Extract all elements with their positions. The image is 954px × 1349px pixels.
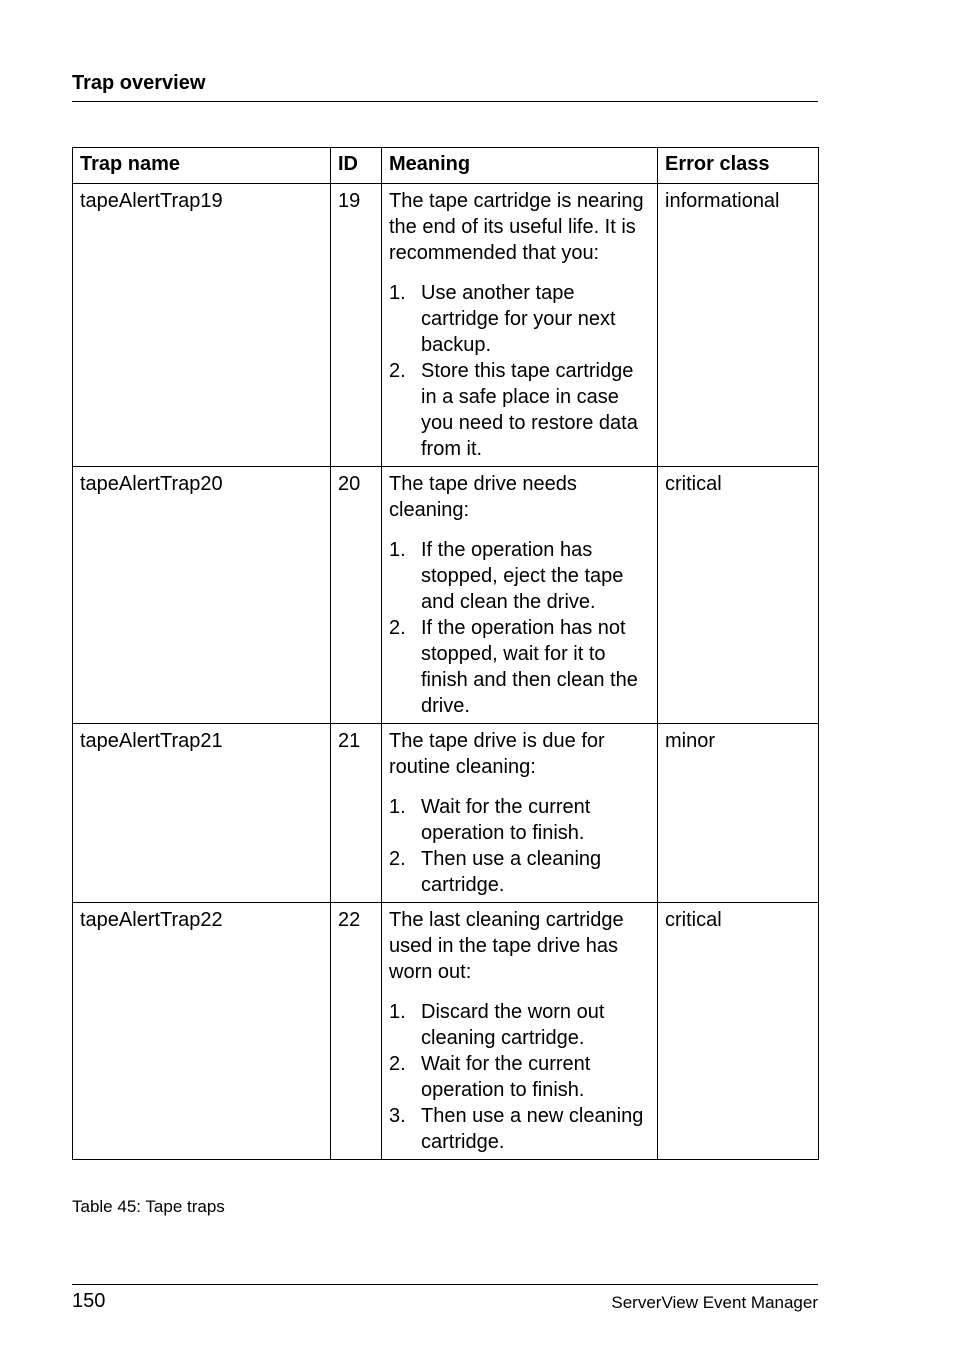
list-item xyxy=(389,1103,651,1155)
trap-id-cell: 22 xyxy=(331,903,382,1160)
meaning-cell xyxy=(382,184,658,467)
error-class-cell: critical xyxy=(658,903,819,1160)
error-class-cell: minor xyxy=(658,724,819,903)
trap-name-cell: tapeAlertTrap21 xyxy=(73,724,331,903)
meaning-intro: The tape drive needs cleaning: xyxy=(389,473,577,521)
section-title: Trap overview xyxy=(72,72,206,94)
table-row xyxy=(73,467,819,724)
steps-list xyxy=(389,794,651,898)
steps-list xyxy=(389,280,651,462)
step-number: 1. xyxy=(389,1001,406,1023)
table-caption: Table 45: Tape traps xyxy=(72,1197,225,1216)
meaning-cell xyxy=(382,467,658,724)
column-header-trap-name: Trap name xyxy=(73,148,331,184)
document-title: ServerView Event Manager xyxy=(611,1293,818,1312)
step-text: Discard the worn out cleaning cartridge. xyxy=(421,1001,605,1049)
trap-name-cell: tapeAlertTrap20 xyxy=(73,467,331,724)
meaning-intro: The tape cartridge is nearing the end of its useful life. It is recommended that you: xyxy=(389,190,644,264)
step-text: Store this tape cartridge in a safe place in case you need to restore data from it. xyxy=(421,360,638,460)
step-text: If the operation has stopped, eject the tape and clean the drive. xyxy=(421,539,624,613)
list-item xyxy=(389,846,651,898)
list-item xyxy=(389,537,651,615)
list-item xyxy=(389,615,651,719)
step-text: If the operation has not stopped, wait for it to finish and then clean the drive. xyxy=(421,617,638,717)
error-class-cell: critical xyxy=(658,467,819,724)
step-number: 1. xyxy=(389,539,406,561)
steps-list xyxy=(389,537,651,719)
step-text: Use another tape cartridge for your next backup. xyxy=(421,282,616,356)
step-number: 2. xyxy=(389,360,406,382)
footer-divider xyxy=(72,1284,818,1285)
meaning-intro: The tape drive is due for routine cleaning: xyxy=(389,730,605,778)
step-text: Then use a cleaning cartridge. xyxy=(421,848,602,896)
trap-id-cell: 20 xyxy=(331,467,382,724)
step-text: Then use a new cleaning cartridge. xyxy=(421,1105,644,1153)
step-number: 1. xyxy=(389,796,406,818)
list-item xyxy=(389,999,651,1051)
step-number: 2. xyxy=(389,848,406,870)
table-row xyxy=(73,903,819,1160)
column-header-id: ID xyxy=(331,148,382,184)
column-header-meaning: Meaning xyxy=(382,148,658,184)
page-number: 150 xyxy=(72,1290,106,1312)
meaning-cell xyxy=(382,724,658,903)
table-row xyxy=(73,724,819,903)
trap-name-cell: tapeAlertTrap19 xyxy=(73,184,331,467)
step-text: Wait for the current operation to finish. xyxy=(421,796,591,844)
table-header-row xyxy=(73,148,819,184)
column-header-error-class: Error class xyxy=(658,148,819,184)
header-divider xyxy=(72,101,818,102)
table-row xyxy=(73,184,819,467)
list-item xyxy=(389,280,651,358)
step-number: 2. xyxy=(389,1053,406,1075)
step-number: 1. xyxy=(389,282,406,304)
list-item xyxy=(389,1051,651,1103)
meaning-intro: The last cleaning cartridge used in the tape drive has worn out: xyxy=(389,909,624,983)
trap-name-cell: tapeAlertTrap22 xyxy=(73,903,331,1160)
trap-id-cell: 19 xyxy=(331,184,382,467)
meaning-cell xyxy=(382,903,658,1160)
steps-list xyxy=(389,999,651,1155)
list-item xyxy=(389,794,651,846)
tape-traps-table xyxy=(72,147,819,1160)
step-number: 3. xyxy=(389,1105,406,1127)
step-number: 2. xyxy=(389,617,406,639)
error-class-cell: informational xyxy=(658,184,819,467)
trap-id-cell: 21 xyxy=(331,724,382,903)
step-text: Wait for the current operation to finish. xyxy=(421,1053,591,1101)
list-item xyxy=(389,358,651,462)
